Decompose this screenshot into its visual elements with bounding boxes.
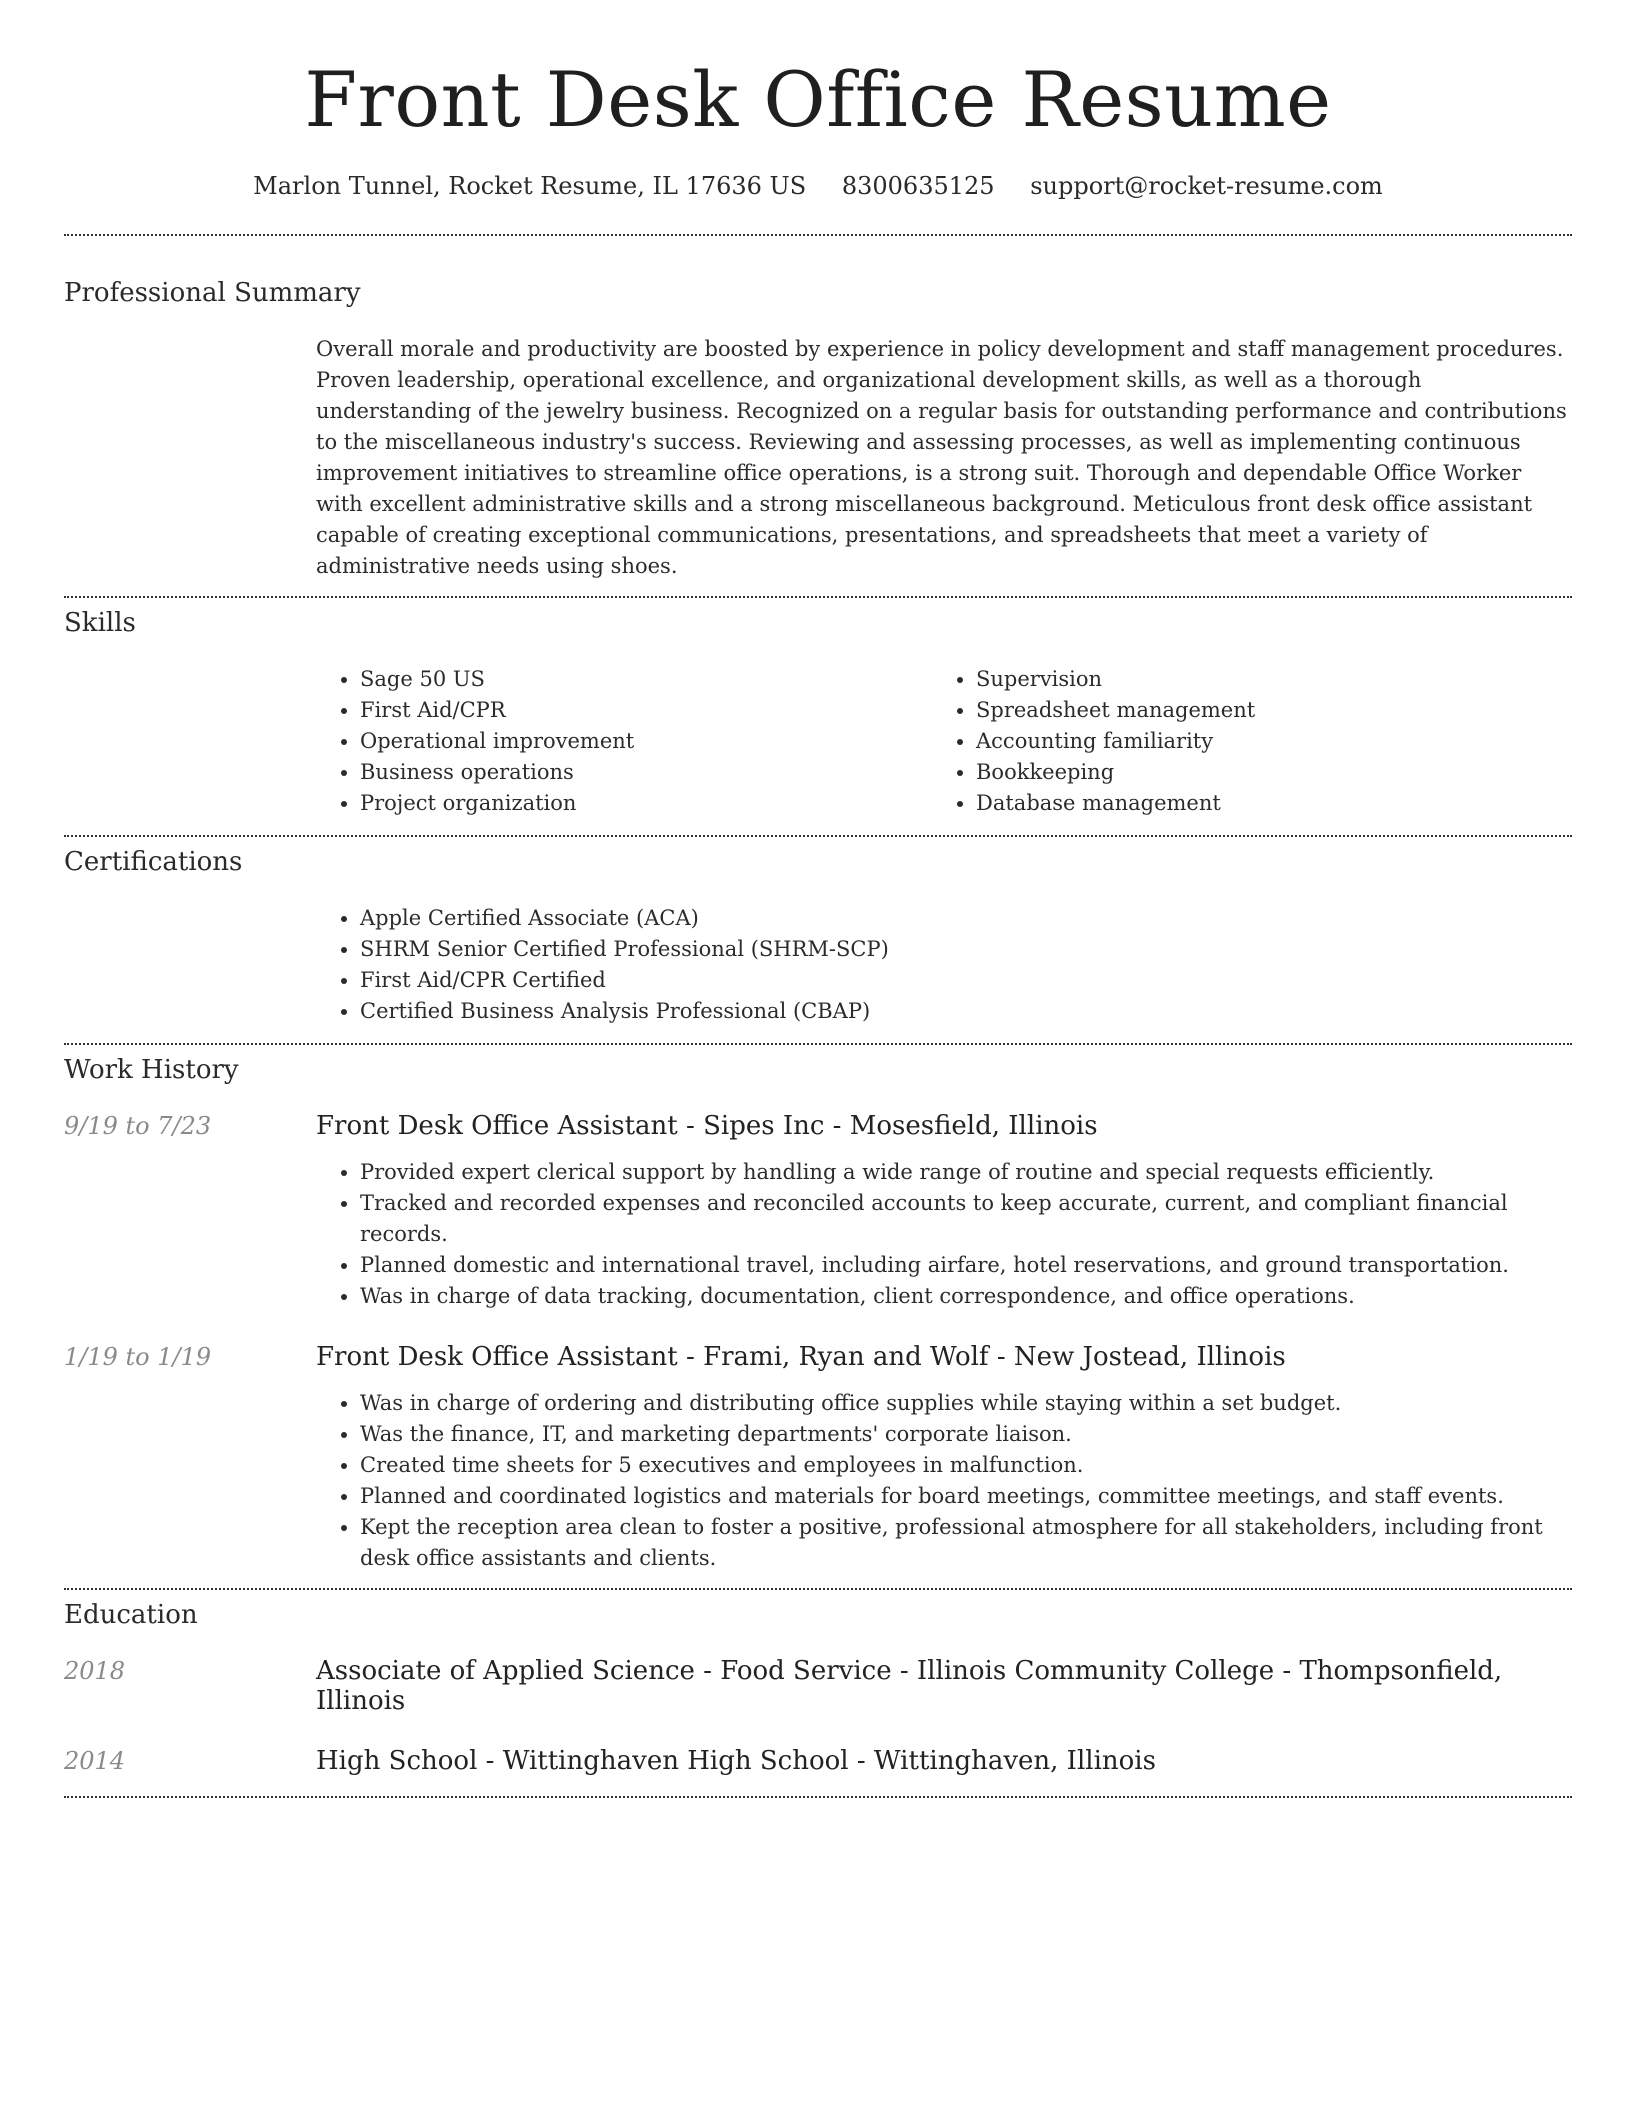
skills-column-right (932, 664, 1548, 819)
skill-item: • Database management (976, 788, 1548, 819)
job-duty-item: • Planned and coordinated logistics and materials for board meetings, committee meetings, and staff events. (360, 1481, 1572, 1512)
certification-item: • Apple Certified Associate (ACA) (360, 903, 1572, 934)
contact-line (64, 172, 1572, 200)
section-title-certifications: Certifications (64, 847, 243, 877)
job-duty-item: • Was in charge of ordering and distributing office supplies while staying within a set budget. (360, 1388, 1572, 1419)
contact-email: support@rocket-resume.com (1030, 172, 1383, 200)
education-title: High School - Wittinghaven High School - Wittinghaven, Illinois (316, 1746, 1156, 1776)
skills-section (64, 598, 1572, 819)
summary-text: Overall morale and productivity are boosted by experience in policy development and staff management procedures. Proven leadership, operational excellence, and organizational development skills, as well as a thorough understanding of the jewelry business. Recognized on a regular basis for outstanding performance and contributions to the miscellaneous industry's success. Reviewing and assessing processes, as well as implementing continuous improvement initiatives to streamline office operations, is a strong suit. Thorough and dependable Office Worker with excellent administrative skills and a strong miscellaneous background. Meticulous front desk office assistant capable of creating exceptional communications, presentations, and spreadsheets that meet a variety of administrative needs using shoes. (316, 337, 1567, 578)
education-entry (64, 1656, 1572, 1716)
job-duty-item: • Kept the reception area clean to foster a positive, professional atmosphere for all stakeholders, including front desk office assistants and clients. (360, 1512, 1572, 1574)
skill-item: • Bookkeeping (976, 757, 1548, 788)
certification-item: • First Aid/CPR Certified (360, 965, 1572, 996)
job-duties (316, 1388, 1572, 1574)
skill-item: • Spreadsheet management (976, 695, 1548, 726)
certifications-list (316, 903, 1572, 1027)
job-duty-item: • Created time sheets for 5 executives and employees in malfunction. (360, 1450, 1572, 1481)
skills-column-left (316, 664, 932, 819)
skill-item: • Supervision (976, 664, 1548, 695)
skills-list (316, 664, 1572, 819)
job-dates: 1/19 to 1/19 (64, 1343, 212, 1371)
skill-item: • Operational improvement (360, 726, 932, 757)
job-duty-item: • Provided expert clerical support by handling a wide range of routine and special requests efficiently. (360, 1157, 1572, 1188)
job-title: Front Desk Office Assistant - Frami, Ryan and Wolf - New Jostead, Illinois (316, 1342, 1286, 1372)
education-year: 2014 (64, 1747, 126, 1775)
job-header (64, 1342, 1572, 1372)
education-title: Associate of Applied Science - Food Service - Illinois Community College - Thompsonfield, Illinois (316, 1656, 1503, 1716)
job-entry (64, 1342, 1572, 1574)
job-duty-item: • Planned domestic and international travel, including airfare, hotel reservations, and ground transportation. (360, 1250, 1572, 1281)
job-duty-item: • Was the finance, IT, and marketing departments' corporate liaison. (360, 1419, 1572, 1450)
skill-item: • Accounting familiarity (976, 726, 1548, 757)
section-title-education: Education (64, 1600, 198, 1630)
job-title: Front Desk Office Assistant - Sipes Inc - Mosesfield, Illinois (316, 1111, 1098, 1141)
divider (64, 1796, 1572, 1798)
job-entry (64, 1111, 1572, 1312)
work-history-section (64, 1045, 1572, 1574)
section-title-work-history: Work History (64, 1055, 239, 1085)
resume-page (64, 0, 1572, 1798)
section-title-summary: Professional Summary (64, 278, 361, 308)
certification-item: • Certified Business Analysis Professional (CBAP) (360, 996, 1572, 1027)
job-duty-item: • Tracked and recorded expenses and reconciled accounts to keep accurate, current, and compliant financial records. (360, 1188, 1572, 1250)
job-dates: 9/19 to 7/23 (64, 1112, 212, 1140)
skill-item: • First Aid/CPR (360, 695, 932, 726)
contact-address: Marlon Tunnel, Rocket Resume, IL 17636 US (253, 172, 807, 200)
job-header (64, 1111, 1572, 1141)
education-section (64, 1590, 1572, 1776)
resume-title: Front Desk Office Resume (304, 55, 1332, 144)
job-duties (316, 1157, 1572, 1312)
education-entry (64, 1746, 1572, 1776)
job-duty-item: • Was in charge of data tracking, documentation, client correspondence, and office operations. (360, 1281, 1572, 1312)
contact-phone: 8300635125 (841, 172, 995, 200)
skill-item: • Business operations (360, 757, 932, 788)
certifications-section (64, 837, 1572, 1027)
section-title-skills: Skills (64, 608, 136, 638)
certification-item: • SHRM Senior Certified Professional (SHRM-SCP) (360, 934, 1572, 965)
summary-section (64, 236, 1572, 582)
education-year: 2018 (64, 1657, 126, 1685)
skill-item: • Sage 50 US (360, 664, 932, 695)
skill-item: • Project organization (360, 788, 932, 819)
